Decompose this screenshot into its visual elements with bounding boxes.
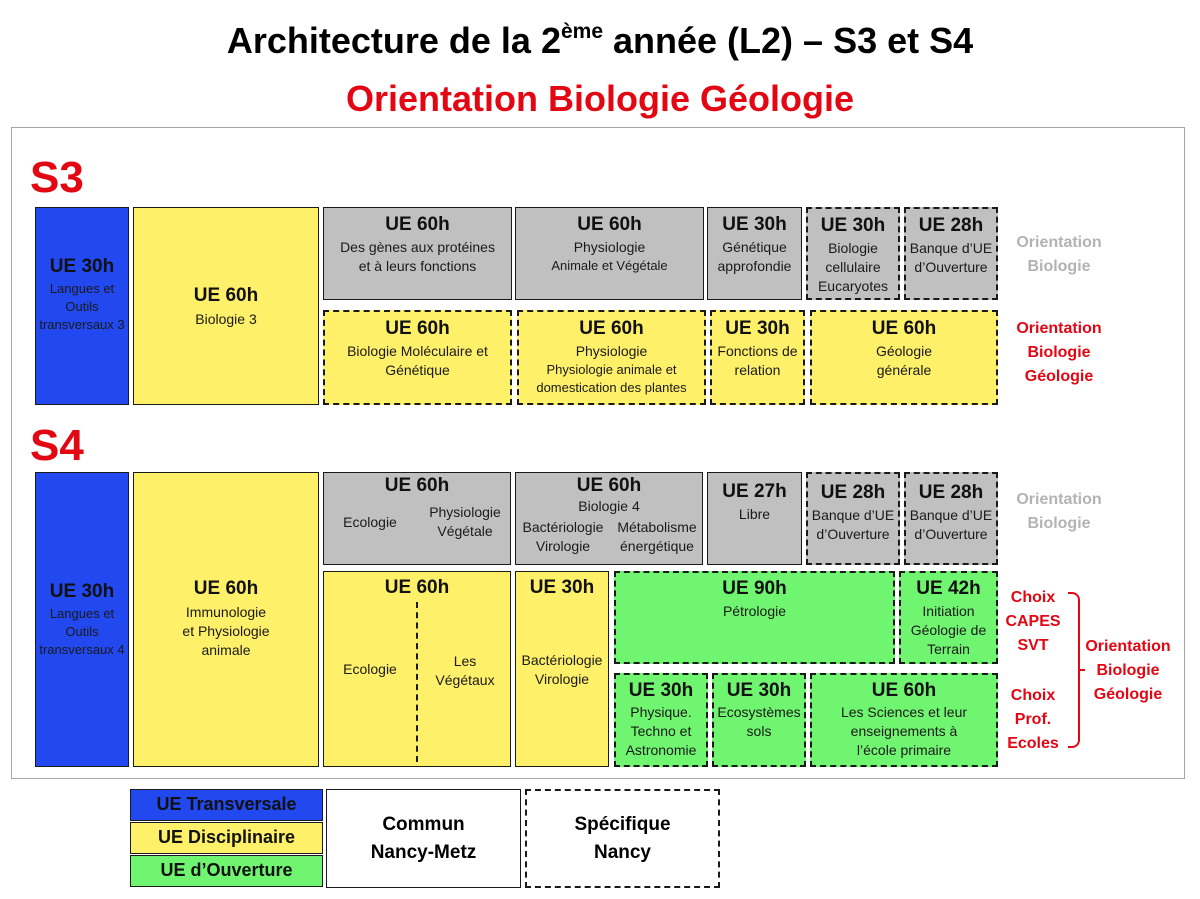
s4-bg-ecologie-col: Ecologie — [343, 661, 397, 677]
s4-orientation-biologie-label: Orientation Biologie — [1016, 491, 1102, 532]
s3-physiologie-bg-ue: UE 60h Physiologie Physiologie animale et domestication des plantes — [517, 310, 706, 405]
s4-physio-vegetale-col: Physiologie Végétale — [429, 504, 501, 539]
s4-banque-ouverture-ue-2: UE 28h Banque d’UE d’Ouverture — [904, 472, 998, 565]
s4-ecologie-col: Ecologie — [343, 514, 397, 530]
s4-biologie4-ue: UE 60h Biologie 4 Bactériologie Virologie Métabolisme énergétique — [515, 472, 703, 565]
s4-transversal-ue: UE 30h Langues et Outils transversaux 4 — [35, 472, 129, 767]
s3-banque-ouverture-ue: UE 28h Banque d’UE d’Ouverture — [904, 207, 998, 300]
s3-fonctions-relation-ue: UE 30h Fonctions de relation — [710, 310, 805, 405]
s4-physique-astronomie-ue: UE 30h Physique. Techno et Astronomie — [614, 673, 708, 767]
s4-ecosystemes-sols-ue: UE 30h Ecosystèmes sols — [712, 673, 806, 767]
choix-ecoles-label: Choix Prof. Ecoles — [1007, 687, 1059, 752]
s3-transversal-ue: UE 30h Langues et Outils transversaux 3 — [35, 207, 129, 405]
s3-disciplinaire-ue: UE 60h Biologie 3 — [133, 207, 319, 405]
s3-orientation-biologie-label: Orientation Biologie — [1016, 234, 1102, 275]
legend-specifique-nancy: Spécifique Nancy — [525, 789, 720, 888]
s3-biologie-cellulaire-ue: UE 30h Biologie cellulaire Eucaryotes — [806, 207, 900, 300]
s3-physiologie-ue: UE 60h Physiologie Animale et Végétale — [515, 207, 704, 300]
s3-geologie-generale-ue: UE 60h Géologie générale — [810, 310, 998, 405]
page-title: Architecture de la 2ème année (L2) – S3 et S4 — [226, 20, 974, 61]
s4-bacterio-col: Bactériologie Virologie — [522, 519, 604, 554]
semester-s3-label: S3 — [30, 153, 84, 202]
s4-ecologie-physio-ue: UE 60h Ecologie Physiologie Végétale — [323, 472, 511, 565]
legend-ue-disciplinaire: UE Disciplinaire — [130, 822, 323, 854]
s3-biologie-moleculaire-ue: UE 60h Biologie Moléculaire et Génétique — [323, 310, 512, 405]
s4-geologie-terrain-ue: UE 42h Initiation Géologie de Terrain — [899, 571, 998, 664]
s4-libre-ue: UE 27h Libre — [707, 472, 802, 565]
s3-genetique-ue: UE 30h Génétique approfondie — [707, 207, 802, 300]
semester-s4-label: S4 — [30, 421, 84, 470]
s4-disciplinaire-ue: UE 60h Immunologie et Physiologie animale — [133, 472, 319, 767]
s3-orientation-bg-label: Orientation Biologie Géologie — [1016, 320, 1102, 385]
s4-petrologie-ue: UE 90h Pétrologie — [614, 571, 895, 664]
s4-ecologie-vegetaux-ue: UE 60h Ecologie Les Végétaux — [323, 571, 511, 767]
s3-genes-proteines-ue: UE 60h Des gènes aux protéines et à leurs fonctions — [323, 207, 512, 300]
s4-metabolisme-col: Métabolisme énergétique — [617, 519, 697, 554]
page-subtitle: Orientation Biologie Géologie — [345, 78, 855, 119]
s4-bg-vegetaux-col: Les Végétaux — [435, 653, 495, 688]
s4-orientation-bg-label: Orientation Biologie Géologie — [1085, 638, 1171, 703]
s4-sciences-ecole-primaire-ue: UE 60h Les Sciences et leur enseignements à l’école primaire — [810, 673, 998, 767]
s4-bacteriologie-ue: UE 30h Bactériologie Virologie — [515, 571, 609, 767]
choix-capes-label: Choix CAPES SVT — [1005, 589, 1061, 654]
legend-commun-nancy-metz: Commun Nancy-Metz — [326, 789, 521, 888]
legend-ue-ouverture: UE d’Ouverture — [130, 855, 323, 887]
legend-ue-transversale: UE Transversale — [130, 789, 323, 821]
s4-banque-ouverture-ue-1: UE 28h Banque d’UE d’Ouverture — [806, 472, 900, 565]
